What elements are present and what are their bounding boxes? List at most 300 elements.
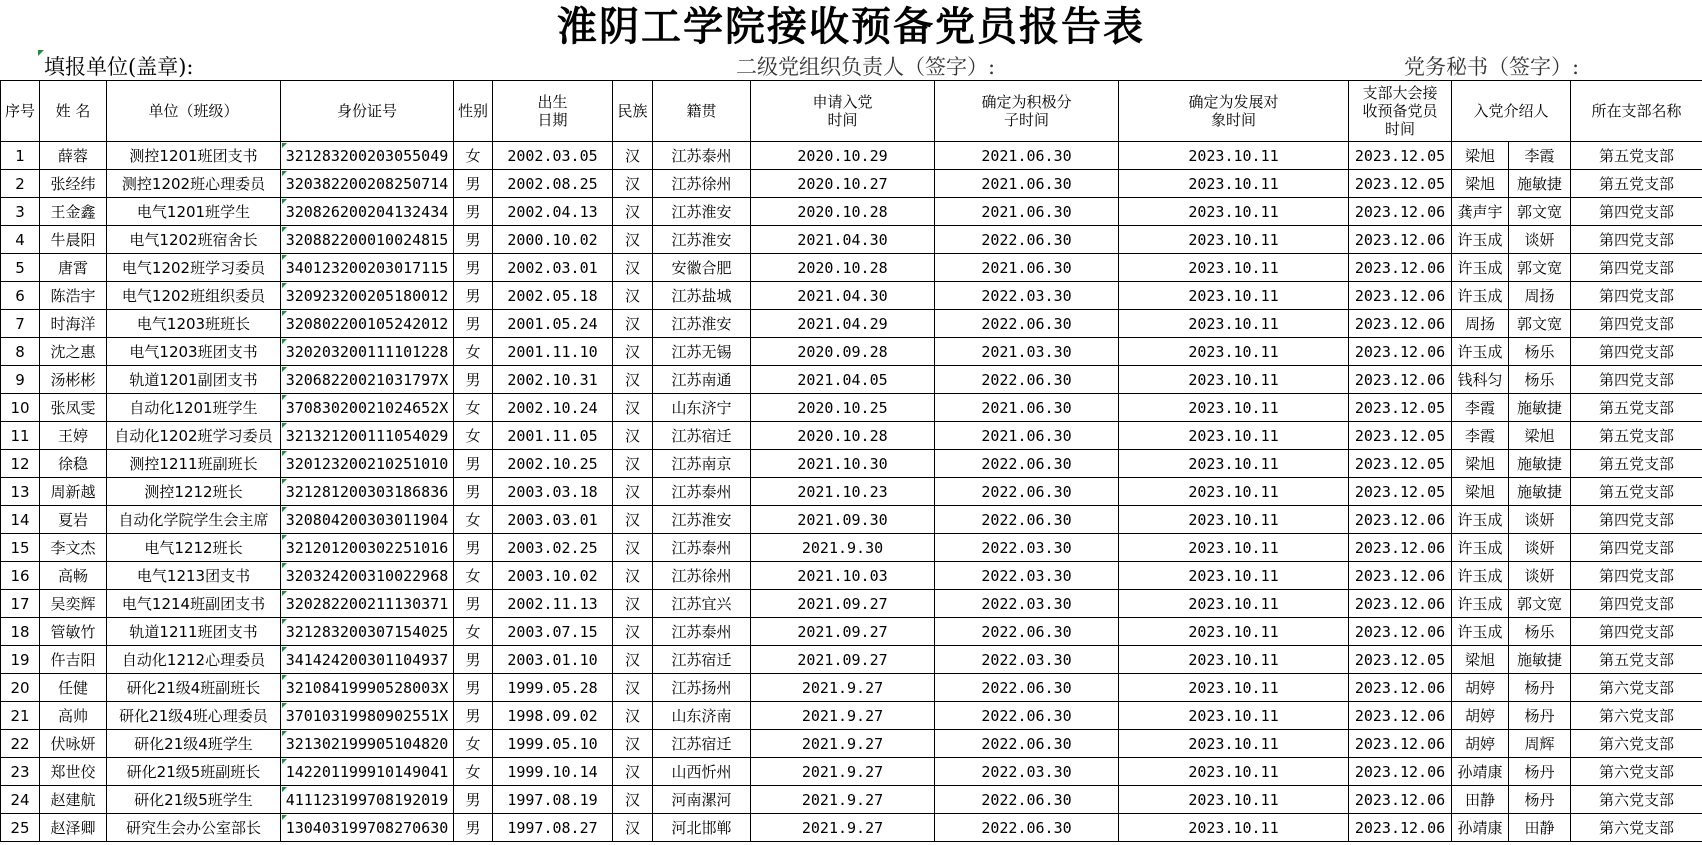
- cell-name: 陈浩宇: [40, 282, 107, 310]
- cell-introducer-1: 梁旭: [1452, 450, 1509, 478]
- cell-ethnicity: 汉: [613, 366, 653, 394]
- cell-ethnicity: 汉: [613, 142, 653, 170]
- header-native-place: 籍贯: [653, 81, 751, 142]
- cell-acceptance-date: 2023.12.06: [1349, 198, 1452, 226]
- cell-gender: 男: [454, 282, 493, 310]
- table-row: [1, 366, 1702, 394]
- cell-unit: 电气1201班学生: [107, 198, 281, 226]
- cell-introducer-2: 周扬: [1509, 282, 1571, 310]
- cell-branch: 第五党支部: [1571, 478, 1702, 506]
- cell-name: 伏咏妍: [40, 730, 107, 758]
- cell-branch: 第四党支部: [1571, 338, 1702, 366]
- cell-id-number: 320282200211130371: [281, 590, 454, 618]
- cell-gender: 男: [454, 198, 493, 226]
- cell-acceptance-date: 2023.12.06: [1349, 366, 1452, 394]
- table-row: [1, 814, 1702, 842]
- cell-native-place: 山东济宁: [653, 394, 751, 422]
- cell-apply-date: 2021.9.27: [751, 730, 935, 758]
- cell-unit: 电气1212班长: [107, 534, 281, 562]
- cell-ethnicity: 汉: [613, 338, 653, 366]
- cell-apply-date: 2021.04.30: [751, 226, 935, 254]
- cell-apply-date: 2021.9.27: [751, 674, 935, 702]
- cell-id-number: 320382200208250714: [281, 170, 454, 198]
- cell-name: 高帅: [40, 702, 107, 730]
- cell-activist-date: 2022.03.30: [935, 646, 1119, 674]
- cell-activist-date: 2022.03.30: [935, 562, 1119, 590]
- cell-ethnicity: 汉: [613, 478, 653, 506]
- cell-introducer-2: 杨乐: [1509, 338, 1571, 366]
- cell-gender: 男: [454, 478, 493, 506]
- cell-name: 张经纬: [40, 170, 107, 198]
- cell-name: 吴奕辉: [40, 590, 107, 618]
- cell-apply-date: 2020.10.27: [751, 170, 935, 198]
- cell-branch: 第五党支部: [1571, 646, 1702, 674]
- cell-candidate-date: 2023.10.11: [1119, 646, 1349, 674]
- cell-unit: 测控1202班心理委员: [107, 170, 281, 198]
- cell-birth-date: 2003.03.18: [493, 478, 613, 506]
- cell-candidate-date: 2023.10.11: [1119, 618, 1349, 646]
- cell-candidate-date: 2023.10.11: [1119, 226, 1349, 254]
- cell-acceptance-date: 2023.12.06: [1349, 562, 1452, 590]
- cell-index: 6: [1, 282, 40, 310]
- cell-birth-date: 1999.05.28: [493, 674, 613, 702]
- cell-introducer-2: 杨丹: [1509, 786, 1571, 814]
- cell-birth-date: 2003.02.25: [493, 534, 613, 562]
- cell-acceptance-date: 2023.12.05: [1349, 422, 1452, 450]
- cell-index: 25: [1, 814, 40, 842]
- cell-native-place: 江苏宿迁: [653, 730, 751, 758]
- header-introducers: 入党介绍人: [1452, 81, 1571, 142]
- cell-activist-date: 2022.06.30: [935, 786, 1119, 814]
- cell-branch: 第六党支部: [1571, 730, 1702, 758]
- cell-birth-date: 2002.10.31: [493, 366, 613, 394]
- cell-activist-date: 2022.06.30: [935, 702, 1119, 730]
- cell-introducer-2: 李霞: [1509, 142, 1571, 170]
- cell-apply-date: 2020.10.28: [751, 198, 935, 226]
- cell-candidate-date: 2023.10.11: [1119, 730, 1349, 758]
- cell-ethnicity: 汉: [613, 282, 653, 310]
- cell-unit: 电气1202班宿舍长: [107, 226, 281, 254]
- cell-branch: 第四党支部: [1571, 562, 1702, 590]
- cell-introducer-1: 胡婷: [1452, 702, 1509, 730]
- cell-index: 15: [1, 534, 40, 562]
- report-rows: [1, 142, 1702, 842]
- cell-unit: 电气1213团支书: [107, 562, 281, 590]
- cell-unit: 研化21级4班学生: [107, 730, 281, 758]
- header-acceptance-date-text: 支部大会接收预备党员时间: [1362, 84, 1438, 138]
- cell-ethnicity: 汉: [613, 814, 653, 842]
- cell-native-place: 江苏淮安: [653, 226, 751, 254]
- header-apply-date-text: 申请入党时间: [812, 93, 873, 129]
- cell-id-number: 320923200205180012: [281, 282, 454, 310]
- cell-acceptance-date: 2023.12.06: [1349, 702, 1452, 730]
- cell-activist-date: 2022.06.30: [935, 506, 1119, 534]
- cell-native-place: 江苏泰州: [653, 618, 751, 646]
- cell-introducer-1: 许玉成: [1452, 534, 1509, 562]
- cell-birth-date: 2002.03.05: [493, 142, 613, 170]
- cell-branch: 第四党支部: [1571, 506, 1702, 534]
- cell-ethnicity: 汉: [613, 534, 653, 562]
- cell-introducer-1: 李霞: [1452, 394, 1509, 422]
- cell-name: 薛蓉: [40, 142, 107, 170]
- cell-acceptance-date: 2023.12.06: [1349, 730, 1452, 758]
- cell-candidate-date: 2023.10.11: [1119, 478, 1349, 506]
- header-candidate-date: [1119, 81, 1349, 142]
- cell-activist-date: 2022.06.30: [935, 814, 1119, 842]
- cell-gender: 男: [454, 534, 493, 562]
- table-row: [1, 534, 1702, 562]
- table-row: [1, 170, 1702, 198]
- cell-birth-date: 2002.03.01: [493, 254, 613, 282]
- cell-introducer-2: 谈妍: [1509, 534, 1571, 562]
- cell-index: 2: [1, 170, 40, 198]
- cell-ethnicity: 汉: [613, 702, 653, 730]
- table-row: [1, 422, 1702, 450]
- cell-introducer-1: 梁旭: [1452, 142, 1509, 170]
- cell-birth-date: 2001.11.10: [493, 338, 613, 366]
- cell-introducer-1: 许玉成: [1452, 506, 1509, 534]
- cell-id-number: 130403199708270630: [281, 814, 454, 842]
- cell-index: 3: [1, 198, 40, 226]
- cell-introducer-1: 许玉成: [1452, 226, 1509, 254]
- cell-id-number: 320882200010024815: [281, 226, 454, 254]
- cell-apply-date: 2021.09.27: [751, 618, 935, 646]
- cell-candidate-date: 2023.10.11: [1119, 702, 1349, 730]
- header-ethnicity: 民族: [613, 81, 653, 142]
- cell-unit: 电气1203班团支书: [107, 338, 281, 366]
- cell-introducer-1: 龚声宇: [1452, 198, 1509, 226]
- cell-activist-date: 2022.06.30: [935, 674, 1119, 702]
- cell-branch: 第六党支部: [1571, 702, 1702, 730]
- table-row: [1, 646, 1702, 674]
- cell-gender: 男: [454, 254, 493, 282]
- cell-candidate-date: 2023.10.11: [1119, 814, 1349, 842]
- cell-gender: 男: [454, 450, 493, 478]
- cell-index: 7: [1, 310, 40, 338]
- cell-activist-date: 2022.06.30: [935, 478, 1119, 506]
- cell-introducer-2: 郭文宽: [1509, 590, 1571, 618]
- cell-branch: 第四党支部: [1571, 198, 1702, 226]
- cell-candidate-date: 2023.10.11: [1119, 562, 1349, 590]
- cell-introducer-2: 施敏捷: [1509, 646, 1571, 674]
- cell-branch: 第四党支部: [1571, 534, 1702, 562]
- secretary-signature-label: 党务秘书（签字）:: [1404, 55, 1580, 79]
- cell-acceptance-date: 2023.12.06: [1349, 338, 1452, 366]
- cell-native-place: 江苏泰州: [653, 534, 751, 562]
- cell-ethnicity: 汉: [613, 394, 653, 422]
- header-activist-date-text: 确定为积极分子时间: [981, 93, 1072, 129]
- cell-gender: 男: [454, 786, 493, 814]
- cell-native-place: 江苏淮安: [653, 198, 751, 226]
- cell-introducer-1: 梁旭: [1452, 646, 1509, 674]
- cell-birth-date: 2003.03.01: [493, 506, 613, 534]
- cell-unit: 自动化1202班学习委员: [107, 422, 281, 450]
- cell-gender: 女: [454, 758, 493, 786]
- cell-introducer-1: 李霞: [1452, 422, 1509, 450]
- cell-candidate-date: 2023.10.11: [1119, 142, 1349, 170]
- cell-id-number: 321321200111054029: [281, 422, 454, 450]
- cell-name: 仵吉阳: [40, 646, 107, 674]
- cell-birth-date: 2000.10.02: [493, 226, 613, 254]
- cell-native-place: 江苏南京: [653, 450, 751, 478]
- cell-apply-date: 2021.04.05: [751, 366, 935, 394]
- cell-activist-date: 2022.03.30: [935, 758, 1119, 786]
- cell-activist-date: 2021.06.30: [935, 254, 1119, 282]
- cell-ethnicity: 汉: [613, 310, 653, 338]
- report-title: 淮阴工学院接收预备党员报告表: [557, 4, 1145, 50]
- cell-index: 22: [1, 730, 40, 758]
- cell-unit: 自动化学院学生会主席: [107, 506, 281, 534]
- cell-introducer-2: 施敏捷: [1509, 450, 1571, 478]
- cell-candidate-date: 2023.10.11: [1119, 506, 1349, 534]
- table-row: [1, 450, 1702, 478]
- cell-gender: 男: [454, 702, 493, 730]
- cell-native-place: 江苏淮安: [653, 310, 751, 338]
- table-row: [1, 758, 1702, 786]
- cell-apply-date: 2021.9.27: [751, 758, 935, 786]
- cell-branch: 第四党支部: [1571, 310, 1702, 338]
- cell-birth-date: 2001.11.05: [493, 422, 613, 450]
- header-name: 姓 名: [40, 81, 107, 142]
- cell-birth-date: 2002.04.13: [493, 198, 613, 226]
- cell-index: 11: [1, 422, 40, 450]
- cell-acceptance-date: 2023.12.05: [1349, 646, 1452, 674]
- cell-introducer-1: 许玉成: [1452, 254, 1509, 282]
- cell-apply-date: 2021.9.30: [751, 534, 935, 562]
- cell-introducer-2: 田静: [1509, 814, 1571, 842]
- header-birth-date: [493, 81, 613, 142]
- cell-id-number: 142201199910149041: [281, 758, 454, 786]
- cell-gender: 男: [454, 310, 493, 338]
- cell-ethnicity: 汉: [613, 198, 653, 226]
- cell-introducer-2: 谈妍: [1509, 226, 1571, 254]
- cell-index: 24: [1, 786, 40, 814]
- cell-native-place: 江苏无锡: [653, 338, 751, 366]
- table-row: [1, 730, 1702, 758]
- cell-name: 时海洋: [40, 310, 107, 338]
- cell-index: 18: [1, 618, 40, 646]
- cell-native-place: 江苏泰州: [653, 142, 751, 170]
- cell-ethnicity: 汉: [613, 170, 653, 198]
- cell-name: 汤彬彬: [40, 366, 107, 394]
- cell-acceptance-date: 2023.12.06: [1349, 226, 1452, 254]
- cell-candidate-date: 2023.10.11: [1119, 786, 1349, 814]
- cell-introducer-1: 孙靖康: [1452, 758, 1509, 786]
- cell-introducer-1: 许玉成: [1452, 562, 1509, 590]
- cell-native-place: 江苏盐城: [653, 282, 751, 310]
- header-id-number: 身份证号: [281, 81, 454, 142]
- cell-id-number: 320203200111101228: [281, 338, 454, 366]
- cell-branch: 第六党支部: [1571, 814, 1702, 842]
- table-row: [1, 674, 1702, 702]
- cell-index: 21: [1, 702, 40, 730]
- cell-activist-date: 2022.06.30: [935, 618, 1119, 646]
- cell-name: 沈之惠: [40, 338, 107, 366]
- cell-id-number: 321201200302251016: [281, 534, 454, 562]
- cell-name: 唐霄: [40, 254, 107, 282]
- cell-ethnicity: 汉: [613, 646, 653, 674]
- cell-ethnicity: 汉: [613, 618, 653, 646]
- cell-name: 王婷: [40, 422, 107, 450]
- cell-birth-date: 1999.10.14: [493, 758, 613, 786]
- cell-introducer-2: 杨乐: [1509, 366, 1571, 394]
- header-apply-date: [751, 81, 935, 142]
- cell-unit: 轨道1201副团支书: [107, 366, 281, 394]
- cell-candidate-date: 2023.10.11: [1119, 366, 1349, 394]
- cell-unit: 研化21级4班心理委员: [107, 702, 281, 730]
- cell-activist-date: 2021.06.30: [935, 422, 1119, 450]
- cell-acceptance-date: 2023.12.06: [1349, 786, 1452, 814]
- cell-ethnicity: 汉: [613, 730, 653, 758]
- cell-acceptance-date: 2023.12.05: [1349, 170, 1452, 198]
- cell-candidate-date: 2023.10.11: [1119, 198, 1349, 226]
- cell-id-number: 320802200105242012: [281, 310, 454, 338]
- cell-unit: 研化21级5班副班长: [107, 758, 281, 786]
- cell-branch: 第四党支部: [1571, 254, 1702, 282]
- cell-ethnicity: 汉: [613, 450, 653, 478]
- cell-ethnicity: 汉: [613, 254, 653, 282]
- cell-gender: 男: [454, 590, 493, 618]
- cell-unit: 电气1202班组织委员: [107, 282, 281, 310]
- cell-gender: 女: [454, 730, 493, 758]
- cell-introducer-2: 郭文宽: [1509, 254, 1571, 282]
- cell-activist-date: 2022.06.30: [935, 730, 1119, 758]
- cell-gender: 女: [454, 338, 493, 366]
- cell-gender: 女: [454, 506, 493, 534]
- report-table: [0, 80, 1702, 842]
- cell-apply-date: 2021.09.27: [751, 646, 935, 674]
- cell-branch: 第四党支部: [1571, 590, 1702, 618]
- cell-introducer-2: 杨丹: [1509, 702, 1571, 730]
- cell-gender: 男: [454, 646, 493, 674]
- cell-acceptance-date: 2023.12.06: [1349, 310, 1452, 338]
- cell-introducer-2: 施敏捷: [1509, 170, 1571, 198]
- cell-index: 4: [1, 226, 40, 254]
- cell-index: 23: [1, 758, 40, 786]
- cell-name: 任健: [40, 674, 107, 702]
- cell-unit: 研化21级5班学生: [107, 786, 281, 814]
- cell-native-place: 江苏宿迁: [653, 422, 751, 450]
- cell-apply-date: 2021.09.27: [751, 590, 935, 618]
- cell-id-number: 320804200303011904: [281, 506, 454, 534]
- cell-acceptance-date: 2023.12.05: [1349, 394, 1452, 422]
- cell-native-place: 江苏扬州: [653, 674, 751, 702]
- cell-introducer-2: 谈妍: [1509, 506, 1571, 534]
- cell-gender: 女: [454, 618, 493, 646]
- cell-activist-date: 2022.03.30: [935, 590, 1119, 618]
- cell-acceptance-date: 2023.12.05: [1349, 142, 1452, 170]
- cell-ethnicity: 汉: [613, 758, 653, 786]
- table-row: [1, 338, 1702, 366]
- cell-gender: 男: [454, 366, 493, 394]
- cell-id-number: 411123199708192019: [281, 786, 454, 814]
- cell-branch: 第五党支部: [1571, 394, 1702, 422]
- cell-acceptance-date: 2023.12.06: [1349, 534, 1452, 562]
- cell-index: 20: [1, 674, 40, 702]
- cell-gender: 男: [454, 226, 493, 254]
- cell-id-number: 320123200210251010: [281, 450, 454, 478]
- cell-birth-date: 2002.11.13: [493, 590, 613, 618]
- cell-name: 李文杰: [40, 534, 107, 562]
- cell-id-number: 37083020021024652X: [281, 394, 454, 422]
- cell-name: 王金鑫: [40, 198, 107, 226]
- cell-index: 14: [1, 506, 40, 534]
- cell-introducer-2: 谈妍: [1509, 562, 1571, 590]
- header-unit: 单位（班级）: [107, 81, 281, 142]
- cell-branch: 第六党支部: [1571, 758, 1702, 786]
- cell-branch: 第六党支部: [1571, 674, 1702, 702]
- cell-gender: 男: [454, 674, 493, 702]
- cell-native-place: 河北邯郸: [653, 814, 751, 842]
- cell-unit: 自动化1212心理委员: [107, 646, 281, 674]
- cell-introducer-1: 周扬: [1452, 310, 1509, 338]
- table-row: [1, 702, 1702, 730]
- cell-candidate-date: 2023.10.11: [1119, 338, 1349, 366]
- table-row: [1, 282, 1702, 310]
- cell-introducer-2: 杨丹: [1509, 758, 1571, 786]
- cell-ethnicity: 汉: [613, 562, 653, 590]
- header-candidate-date-text: 确定为发展对象时间: [1188, 93, 1279, 129]
- cell-acceptance-date: 2023.12.06: [1349, 506, 1452, 534]
- cell-birth-date: 1997.08.19: [493, 786, 613, 814]
- cell-branch: 第四党支部: [1571, 366, 1702, 394]
- cell-index: 12: [1, 450, 40, 478]
- cell-id-number: 341424200301104937: [281, 646, 454, 674]
- cell-acceptance-date: 2023.12.05: [1349, 478, 1452, 506]
- cell-id-number: 321281200303186836: [281, 478, 454, 506]
- cell-branch: 第五党支部: [1571, 142, 1702, 170]
- cell-introducer-1: 许玉成: [1452, 618, 1509, 646]
- cell-introducer-1: 胡婷: [1452, 730, 1509, 758]
- cell-birth-date: 2001.05.24: [493, 310, 613, 338]
- cell-candidate-date: 2023.10.11: [1119, 590, 1349, 618]
- cell-birth-date: 2002.10.25: [493, 450, 613, 478]
- cell-id-number: 340123200203017115: [281, 254, 454, 282]
- cell-native-place: 江苏宿迁: [653, 646, 751, 674]
- cell-branch: 第五党支部: [1571, 422, 1702, 450]
- cell-candidate-date: 2023.10.11: [1119, 310, 1349, 338]
- cell-index: 13: [1, 478, 40, 506]
- cell-introducer-2: 郭文宽: [1509, 310, 1571, 338]
- cell-acceptance-date: 2023.12.06: [1349, 618, 1452, 646]
- cell-activist-date: 2022.06.30: [935, 310, 1119, 338]
- cell-introducer-2: 梁旭: [1509, 422, 1571, 450]
- cell-introducer-1: 胡婷: [1452, 674, 1509, 702]
- cell-apply-date: 2020.09.28: [751, 338, 935, 366]
- cell-gender: 女: [454, 142, 493, 170]
- cell-name: 郑世佼: [40, 758, 107, 786]
- cell-activist-date: 2021.06.30: [935, 394, 1119, 422]
- cell-candidate-date: 2023.10.11: [1119, 254, 1349, 282]
- cell-candidate-date: 2023.10.11: [1119, 450, 1349, 478]
- cell-introducer-1: 许玉成: [1452, 282, 1509, 310]
- cell-gender: 女: [454, 422, 493, 450]
- cell-candidate-date: 2023.10.11: [1119, 674, 1349, 702]
- table-row: [1, 254, 1702, 282]
- cell-native-place: 江苏淮安: [653, 506, 751, 534]
- cell-apply-date: 2021.9.27: [751, 702, 935, 730]
- cell-id-number: 320324200310022968: [281, 562, 454, 590]
- leader-signature-label: 二级党组织负责人（签字）:: [736, 55, 996, 79]
- cell-apply-date: 2021.9.27: [751, 786, 935, 814]
- cell-activist-date: 2022.06.30: [935, 450, 1119, 478]
- cell-unit: 研究生会办公室部长: [107, 814, 281, 842]
- cell-apply-date: 2020.10.28: [751, 422, 935, 450]
- cell-id-number: 321283200203055049: [281, 142, 454, 170]
- cell-activist-date: 2022.03.30: [935, 282, 1119, 310]
- cell-candidate-date: 2023.10.11: [1119, 422, 1349, 450]
- cell-acceptance-date: 2023.12.06: [1349, 674, 1452, 702]
